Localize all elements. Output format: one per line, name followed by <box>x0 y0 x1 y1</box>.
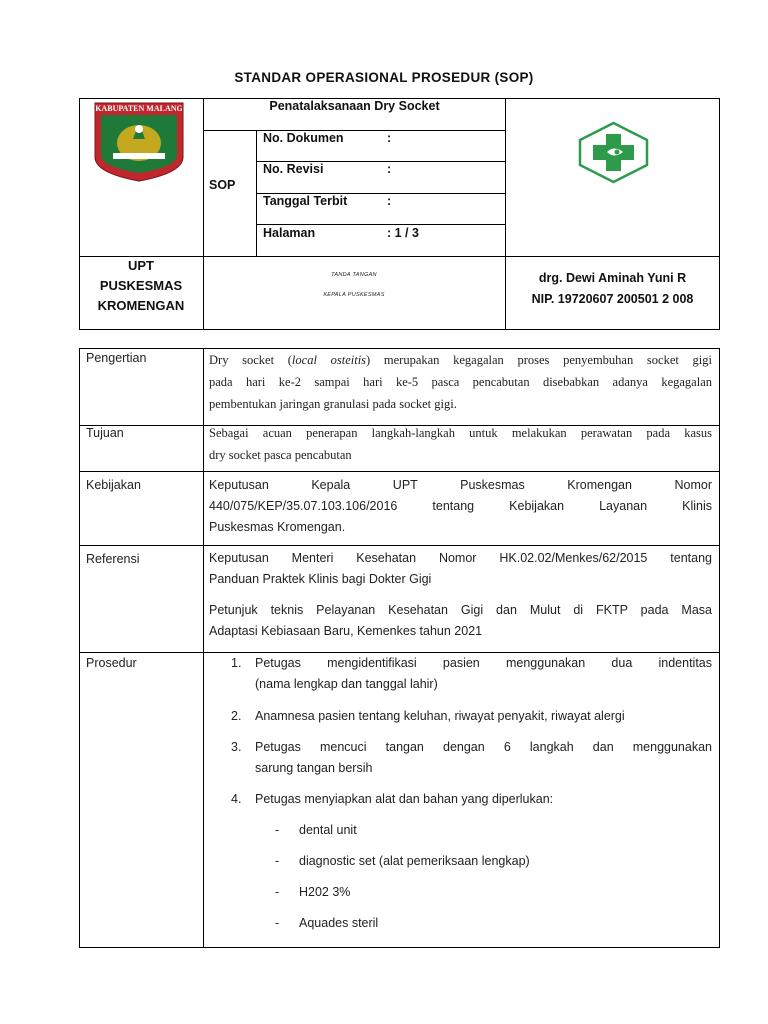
referensi-line: Adaptasi Kebiasaan Baru, Kemenkes tahun 2021 <box>209 624 483 638</box>
step-line: sarung tangan bersih <box>255 761 373 775</box>
content-divider <box>203 348 204 948</box>
section-label-prosedur: Prosedur <box>86 656 137 670</box>
puskesmas-logo <box>577 121 650 184</box>
pengertian-italic: local osteitis <box>291 353 367 367</box>
organization-name <box>79 256 203 316</box>
tujuan-line: Sebagai acuan penerapan langkah-langkah untuk melakukan perawatan pada kasus <box>209 426 712 440</box>
content-divider <box>79 471 720 472</box>
pengertian-line: pada hari ke-2 sampai hari ke-5 pasca pencabutan disebabkan adanya kegagalan <box>209 375 712 389</box>
equipment-text: diagnostic set (alat pemeriksaan lengkap) <box>299 854 530 868</box>
step-number: 4. <box>231 792 242 806</box>
section-label-tujuan: Tujuan <box>86 426 124 440</box>
equipment-text: Aquades steril <box>299 916 379 930</box>
kabupaten-malang-logo <box>91 99 187 183</box>
kebijakan-line: Keputusan Kepala UPT Puskesmas Kromengan Nomor <box>209 478 712 492</box>
step-line: Petugas mengidentifikasi pasien menggunakan dua indentitas <box>255 656 712 670</box>
step-number: 1. <box>231 656 242 670</box>
step-number: 3. <box>231 740 242 754</box>
step-line: Petugas mencuci tangan dengan 6 langkah dan menggunakan <box>255 740 712 754</box>
head-nip: NIP. 19720607 200501 2 008 <box>531 292 694 306</box>
pengertian-pre: Dry socket ( <box>209 353 292 367</box>
bullet-dash: - <box>275 885 280 899</box>
pengertian-line: pembentukan jaringan granulasi pada socket gigi. <box>209 397 457 411</box>
field-label-tanggal: Tanggal Terbit <box>263 194 348 208</box>
step-number: 2. <box>231 709 242 723</box>
section-label-pengertian: Pengertian <box>86 351 147 365</box>
referensi-line: Panduan Praktek Klinis bagi Dokter Gigi <box>209 572 432 586</box>
procedure-step <box>209 737 712 781</box>
procedure-step <box>209 706 712 728</box>
signature-label: TANDA TANGAN <box>331 272 377 278</box>
bullet-dash: - <box>275 854 280 868</box>
step-line: Anamnesa pasien tentang keluhan, riwayat penyakit, riwayat alergi <box>255 709 625 723</box>
field-value-tanggal: : <box>387 194 392 208</box>
procedure-step <box>209 789 712 811</box>
org-line: UPT <box>128 258 154 273</box>
field-label-revisi: No. Revisi <box>263 162 324 176</box>
header-divider <box>256 224 505 225</box>
referensi-line: Keputusan Menteri Kesehatan Nomor HK.02.02/Menkes/62/2015 tentang <box>209 551 712 565</box>
step-line: Petugas menyiapkan alat dan bahan yang diperlukan: <box>255 792 554 806</box>
tujuan-line: dry socket pasca pencabutan <box>209 448 352 462</box>
sop-title: Penatalaksanaan Dry Socket <box>269 99 440 113</box>
kebijakan-text <box>209 475 712 538</box>
referensi-line: Petunjuk teknis Pelayanan Kesehatan Gigi dan Mulut di FKTP pada Masa <box>209 603 712 617</box>
pengertian-rest: ) merupakan kegagalan proses penyembuhan socket gigi <box>366 353 712 367</box>
document-title: STANDAR OPERASIONAL PROSEDUR (SOP) <box>234 70 534 85</box>
bullet-dash: - <box>275 916 280 930</box>
referensi-2 <box>209 600 712 642</box>
section-label-referensi: Referensi <box>86 552 140 566</box>
field-label-halaman: Halaman <box>263 226 316 240</box>
section-label-kebijakan: Kebijakan <box>86 478 141 492</box>
header-divider <box>203 130 505 131</box>
kebijakan-line: 440/075/KEP/35.07.103.106/2016 tentang Kebijakan Layanan Klinis <box>209 499 712 513</box>
sop-label: SOP <box>209 178 236 192</box>
signature-role: KEPALA PUSKESMAS <box>323 292 385 298</box>
field-value-revisi: : <box>387 162 392 176</box>
referensi-1 <box>209 548 712 590</box>
org-line: PUSKESMAS <box>99 278 183 293</box>
content-divider <box>79 545 720 546</box>
equipment-text: H202 3% <box>299 885 351 899</box>
procedure-step <box>209 653 712 697</box>
step-line: (nama lengkap dan tanggal lahir) <box>255 677 438 691</box>
bullet-dash: - <box>275 823 280 837</box>
kebijakan-line: Puskesmas Kromengan. <box>209 520 346 534</box>
equipment-text: dental unit <box>299 823 357 837</box>
pengertian-text <box>209 349 712 415</box>
field-value-halaman: : 1 / 3 <box>387 226 419 240</box>
head-name: drg. Dewi Aminah Yuni R <box>538 271 687 285</box>
logo-lettering: KABUPATEN MALANG <box>95 104 183 113</box>
tujuan-text <box>209 422 712 466</box>
org-line: KROMENGAN <box>97 298 185 313</box>
field-value-dokumen: : <box>387 131 392 145</box>
field-label-dokumen: No. Dokumen <box>263 131 344 145</box>
